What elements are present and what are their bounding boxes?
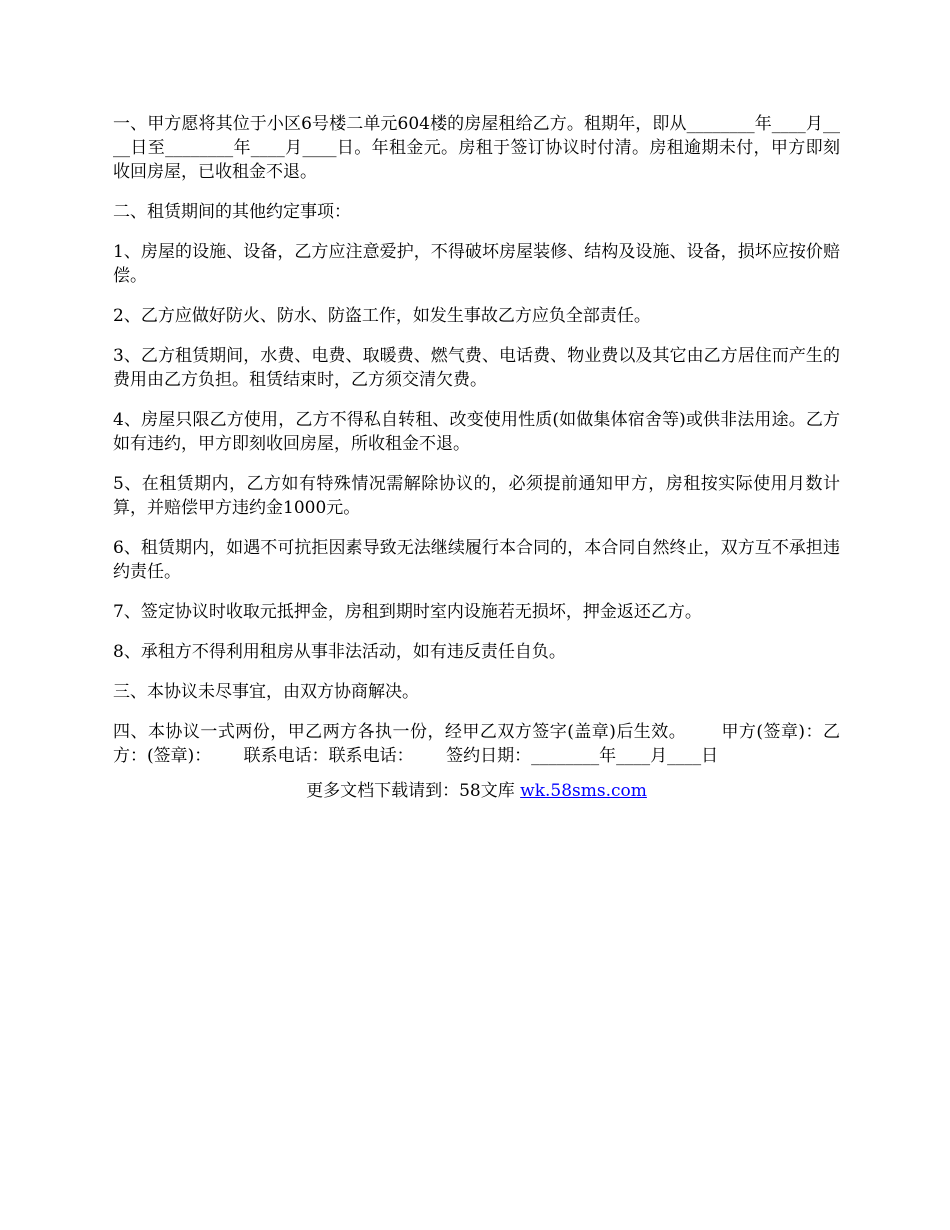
item-4: 4、房屋只限乙方使用，乙方不得私自转租、改变使用性质(如做集体宿舍等)或供非法用途。乙方如有违约，甲方即刻收回房屋，所收租金不退。 <box>113 410 840 454</box>
item-8: 8、承租方不得利用租房从事非法活动，如有违反责任自负。 <box>113 642 566 662</box>
footer-note <box>113 779 840 803</box>
footer-text: 更多文档下载请到：58文库 <box>306 781 521 801</box>
clause-four-signatures: 四、本协议一式两份，甲乙两方各执一份，经甲乙双方签字(盖章)后生效。 甲方(签章)：乙方：(签章)： 联系电话：联系电话： 签约日期：________年____月____日 <box>113 722 840 766</box>
footer-link[interactable]: wk.58sms.com <box>520 781 647 801</box>
clause-three: 三、本协议未尽事宜，由双方协商解决。 <box>113 682 419 702</box>
clause-two-heading: 二、租赁期间的其他约定事项： <box>113 202 351 222</box>
item-6: 6、租赁期内，如遇不可抗拒因素导致无法继续履行本合同的，本合同自然终止，双方互不承担违约责任。 <box>113 538 840 582</box>
document-body <box>113 112 840 784</box>
item-7: 7、签定协议时收取元抵押金，房租到期时室内设施若无损坏，押金返还乙方。 <box>113 602 702 622</box>
clause-one: 一、甲方愿将其位于小区6号楼二单元604楼的房屋租给乙方。租期年，即从________年____月____日至________年____月____日。年租金元。房租于签订协议时付清。房租逾期未付，甲方即刻收回房屋，已收租金不退。 <box>113 114 840 182</box>
item-5: 5、在租赁期内，乙方如有特殊情况需解除协议的，必须提前通知甲方，房租按实际使用月数计算，并赔偿甲方违约金1000元。 <box>113 474 840 518</box>
item-2: 2、乙方应做好防火、防水、防盗工作，如发生事故乙方应负全部责任。 <box>113 306 651 326</box>
item-1: 1、房屋的设施、设备，乙方应注意爱护，不得破坏房屋装修、结构及设施、设备，损坏应按价赔偿。 <box>113 242 840 286</box>
item-3: 3、乙方租赁期间，水费、电费、取暖费、燃气费、电话费、物业费以及其它由乙方居住而产生的费用由乙方负担。租赁结束时，乙方须交清欠费。 <box>113 346 840 390</box>
